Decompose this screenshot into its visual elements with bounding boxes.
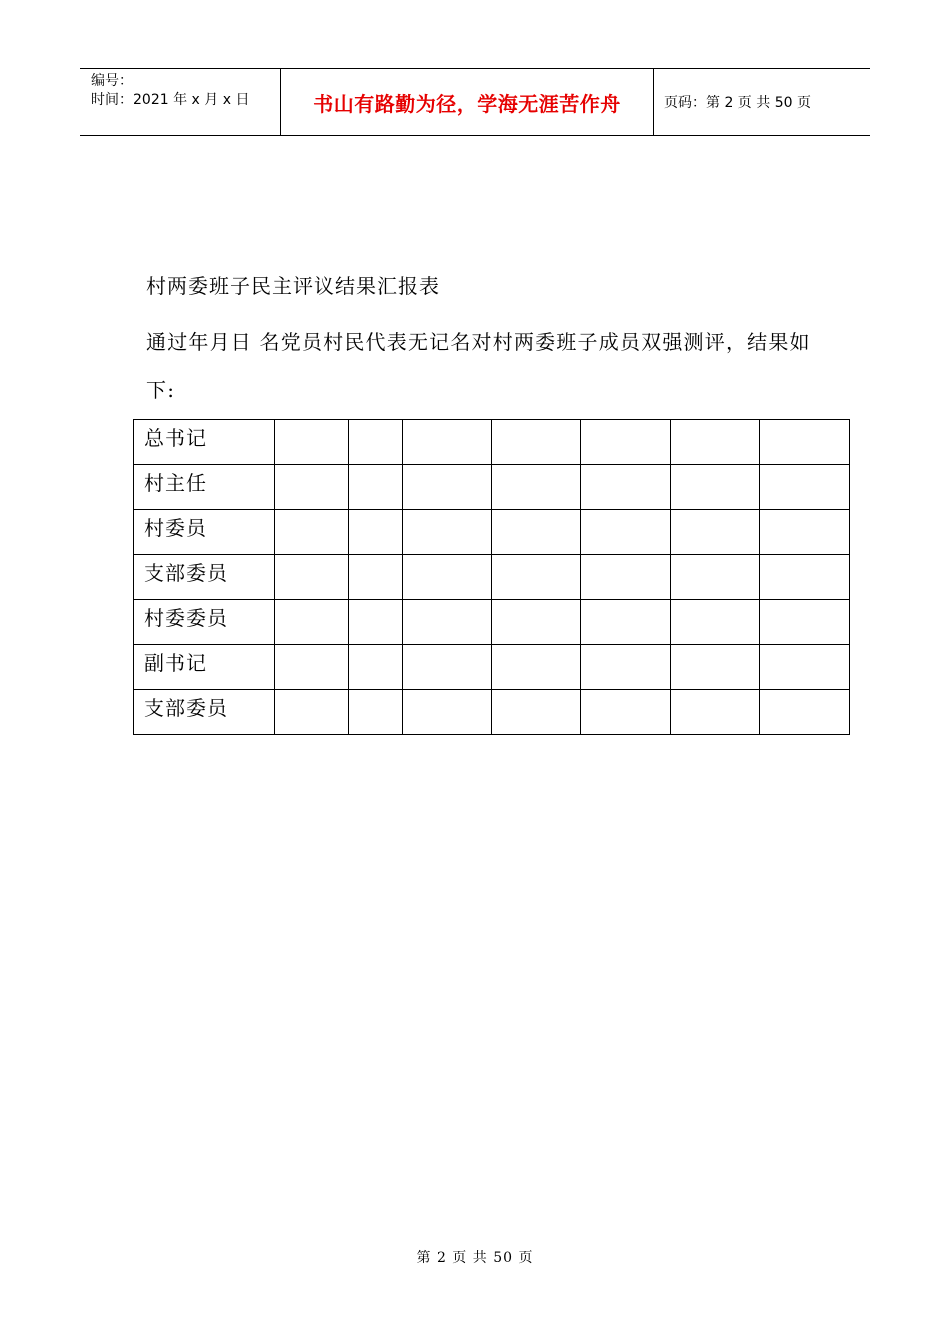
header-meta bbox=[80, 69, 281, 135]
empty-cell bbox=[349, 510, 403, 555]
table-row bbox=[134, 465, 850, 510]
page-footer: 第 2 页 共 50 页 bbox=[416, 1250, 534, 1266]
empty-cell bbox=[275, 600, 349, 645]
empty-cell bbox=[275, 465, 349, 510]
table-row bbox=[134, 420, 850, 465]
empty-cell bbox=[403, 465, 492, 510]
empty-cell bbox=[581, 600, 671, 645]
empty-cell bbox=[275, 645, 349, 690]
empty-cell bbox=[492, 645, 581, 690]
role-cell: 副书记 bbox=[134, 645, 275, 690]
header-page-info: 页码：第 2 页 共 50 页 bbox=[664, 95, 811, 111]
empty-cell bbox=[671, 510, 760, 555]
role-cell: 村委委员 bbox=[134, 600, 275, 645]
header-time-label: 时间：2021 年 x 月 x 日 bbox=[91, 92, 250, 108]
empty-cell bbox=[671, 645, 760, 690]
empty-cell bbox=[275, 420, 349, 465]
empty-cell bbox=[760, 600, 850, 645]
empty-cell bbox=[671, 420, 760, 465]
empty-cell bbox=[275, 510, 349, 555]
empty-cell bbox=[403, 645, 492, 690]
document-title: 村两委班子民主评议结果汇报表 bbox=[146, 274, 440, 298]
empty-cell bbox=[760, 420, 850, 465]
header-number-label: 编号： bbox=[91, 73, 133, 89]
empty-cell bbox=[349, 600, 403, 645]
empty-cell bbox=[275, 690, 349, 735]
role-cell: 支部委员 bbox=[134, 690, 275, 735]
empty-cell bbox=[349, 465, 403, 510]
role-cell: 总书记 bbox=[134, 420, 275, 465]
table-row bbox=[134, 600, 850, 645]
empty-cell bbox=[492, 690, 581, 735]
empty-cell bbox=[492, 600, 581, 645]
empty-cell bbox=[349, 645, 403, 690]
empty-cell bbox=[403, 510, 492, 555]
empty-cell bbox=[671, 465, 760, 510]
empty-cell bbox=[581, 510, 671, 555]
page-header bbox=[80, 68, 870, 136]
empty-cell bbox=[671, 690, 760, 735]
empty-cell bbox=[760, 510, 850, 555]
empty-cell bbox=[403, 600, 492, 645]
empty-cell bbox=[671, 600, 760, 645]
header-motto: 书山有路勤为径，学海无涯苦作舟 bbox=[281, 69, 654, 135]
empty-cell bbox=[581, 645, 671, 690]
table-row bbox=[134, 510, 850, 555]
empty-cell bbox=[492, 420, 581, 465]
empty-cell bbox=[760, 465, 850, 510]
empty-cell bbox=[349, 420, 403, 465]
empty-cell bbox=[492, 555, 581, 600]
document-paragraph: 通过年月日 名党员村民代表无记名对村两委班子成员双强测评，结果如下: bbox=[146, 330, 811, 402]
table-row bbox=[134, 645, 850, 690]
empty-cell bbox=[760, 690, 850, 735]
empty-cell bbox=[275, 555, 349, 600]
empty-cell bbox=[349, 555, 403, 600]
empty-cell bbox=[492, 465, 581, 510]
empty-cell bbox=[581, 420, 671, 465]
empty-cell bbox=[349, 690, 403, 735]
role-cell: 村委员 bbox=[134, 510, 275, 555]
empty-cell bbox=[403, 555, 492, 600]
evaluation-table bbox=[133, 419, 850, 735]
empty-cell bbox=[760, 555, 850, 600]
empty-cell bbox=[581, 465, 671, 510]
empty-cell bbox=[760, 645, 850, 690]
role-cell: 支部委员 bbox=[134, 555, 275, 600]
table-row bbox=[134, 555, 850, 600]
empty-cell bbox=[671, 555, 760, 600]
role-cell: 村主任 bbox=[134, 465, 275, 510]
empty-cell bbox=[581, 555, 671, 600]
empty-cell bbox=[492, 510, 581, 555]
table-row bbox=[134, 690, 850, 735]
empty-cell bbox=[403, 690, 492, 735]
empty-cell bbox=[581, 690, 671, 735]
empty-cell bbox=[403, 420, 492, 465]
